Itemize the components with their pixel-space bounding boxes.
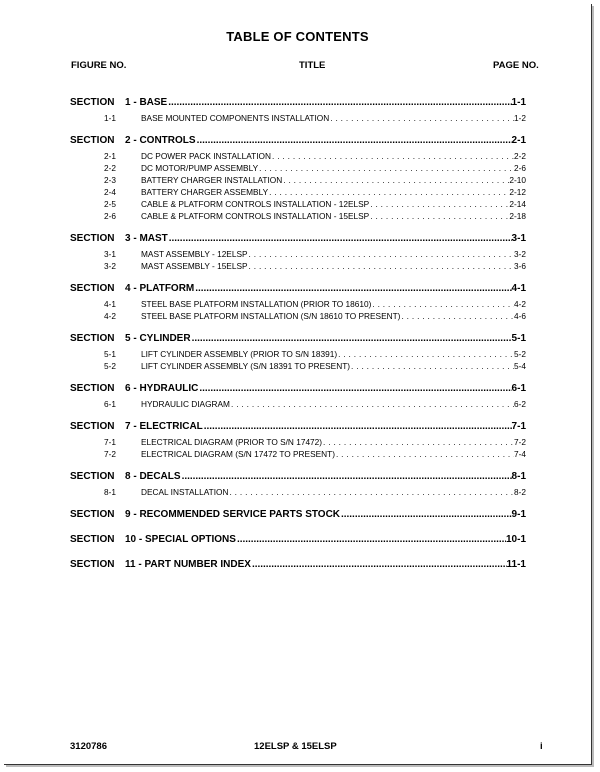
figure-number: 4-2 bbox=[104, 311, 116, 321]
figure-number: 2-6 bbox=[104, 211, 116, 221]
figure-no-column-header: FIGURE NO. bbox=[71, 60, 127, 71]
toc-figure-entry[interactable] bbox=[70, 309, 526, 321]
dot-leader bbox=[271, 151, 514, 161]
dot-leader bbox=[329, 113, 514, 123]
section-page-number: 3-1 bbox=[511, 233, 526, 244]
section-prefix: SECTION bbox=[70, 283, 115, 294]
toc-figure-entry[interactable] bbox=[70, 161, 526, 173]
dot-leader bbox=[196, 135, 512, 146]
dot-leader bbox=[322, 437, 514, 447]
dot-leader bbox=[167, 97, 511, 108]
toc-figure-entry[interactable] bbox=[70, 149, 526, 161]
toc-section-entry[interactable] bbox=[70, 381, 526, 394]
section-prefix: SECTION bbox=[70, 333, 115, 344]
dot-leader bbox=[369, 199, 509, 209]
section-title: 3 - MAST bbox=[125, 233, 168, 244]
section-title: 11 - PART NUMBER INDEX bbox=[125, 559, 251, 570]
figure-page-number: 3-6 bbox=[514, 261, 526, 271]
figure-page-number: 5-4 bbox=[514, 361, 526, 371]
figure-page-number: 2-2 bbox=[514, 151, 526, 161]
dot-leader bbox=[236, 534, 506, 545]
page-title: TABLE OF CONTENTS bbox=[226, 29, 369, 44]
page-no-column-header: PAGE NO. bbox=[493, 60, 539, 71]
dot-leader bbox=[350, 361, 514, 371]
section-prefix: SECTION bbox=[70, 97, 115, 108]
figure-page-number: 2-14 bbox=[509, 199, 526, 209]
figure-page-number: 2-12 bbox=[509, 187, 526, 197]
figure-title: BATTERY CHARGER ASSEMBLY bbox=[141, 187, 269, 197]
dot-leader bbox=[194, 283, 511, 294]
dot-leader bbox=[400, 311, 514, 321]
section-title: 1 - BASE bbox=[125, 97, 168, 108]
section-prefix: SECTION bbox=[70, 383, 115, 394]
dot-leader bbox=[251, 559, 507, 570]
figure-number: 8-1 bbox=[104, 487, 116, 497]
dot-leader bbox=[248, 261, 514, 271]
section-title: 9 - RECOMMENDED SERVICE PARTS STOCK bbox=[125, 509, 341, 520]
toc-section-entry[interactable] bbox=[70, 507, 526, 520]
toc-section-entry[interactable] bbox=[70, 281, 526, 294]
figure-page-number: 7-2 bbox=[514, 437, 526, 447]
section-title: 4 - PLATFORM bbox=[125, 283, 195, 294]
toc-figure-entry[interactable] bbox=[70, 247, 526, 259]
dot-leader bbox=[203, 421, 512, 432]
dot-leader bbox=[335, 449, 514, 459]
dot-leader bbox=[168, 233, 512, 244]
title-column-header: TITLE bbox=[299, 60, 326, 71]
toc-section-entry[interactable] bbox=[70, 331, 526, 344]
figure-title: MAST ASSEMBLY - 15ELSP bbox=[141, 261, 248, 271]
section-page-number: 8-1 bbox=[511, 471, 526, 482]
dot-leader bbox=[340, 509, 512, 520]
dot-leader bbox=[337, 349, 514, 359]
figure-page-number: 3-2 bbox=[514, 249, 526, 259]
toc-figure-entry[interactable] bbox=[70, 209, 526, 221]
dot-leader bbox=[230, 399, 514, 409]
dot-leader bbox=[258, 163, 514, 173]
section-page-number: 6-1 bbox=[511, 383, 526, 394]
toc-figure-entry[interactable] bbox=[70, 447, 526, 459]
toc-section-entry[interactable] bbox=[70, 95, 526, 108]
toc-figure-entry[interactable] bbox=[70, 359, 526, 371]
figure-number: 6-1 bbox=[104, 399, 116, 409]
figure-number: 7-2 bbox=[104, 449, 116, 459]
figure-title: BASE MOUNTED COMPONENTS INSTALLATION bbox=[141, 113, 330, 123]
figure-page-number: 2-18 bbox=[509, 211, 526, 221]
toc-figure-entry[interactable] bbox=[70, 397, 526, 409]
table-of-contents bbox=[70, 95, 526, 570]
toc-section-entry[interactable] bbox=[70, 419, 526, 432]
figure-number: 2-2 bbox=[104, 163, 116, 173]
toc-section-entry[interactable] bbox=[70, 133, 526, 146]
figure-title: DC POWER PACK INSTALLATION bbox=[141, 151, 272, 161]
toc-figure-entry[interactable] bbox=[70, 435, 526, 447]
figure-number: 2-5 bbox=[104, 199, 116, 209]
figure-title: CABLE & PLATFORM CONTROLS INSTALLATION - 15ELSP bbox=[141, 211, 370, 221]
figure-title: HYDRAULIC DIAGRAM bbox=[141, 399, 230, 409]
toc-section-entry[interactable] bbox=[70, 231, 526, 244]
figure-number: 7-1 bbox=[104, 437, 116, 447]
footer-page-number: i bbox=[540, 741, 543, 752]
figure-page-number: 1-2 bbox=[514, 113, 526, 123]
dot-leader bbox=[228, 487, 514, 497]
figure-title: LIFT CYLINDER ASSEMBLY (S/N 18391 TO PRESENT) bbox=[141, 361, 351, 371]
dot-leader bbox=[369, 211, 509, 221]
figure-title: STEEL BASE PLATFORM INSTALLATION (PRIOR TO 18610) bbox=[141, 299, 372, 309]
figure-title: ELECTRICAL DIAGRAM (S/N 17472 TO PRESENT) bbox=[141, 449, 335, 459]
section-title: 7 - ELECTRICAL bbox=[125, 421, 203, 432]
section-prefix: SECTION bbox=[70, 559, 115, 570]
toc-figure-entry[interactable] bbox=[70, 297, 526, 309]
dot-leader bbox=[371, 299, 514, 309]
figure-number: 5-2 bbox=[104, 361, 116, 371]
section-prefix: SECTION bbox=[70, 233, 115, 244]
figure-page-number: 2-6 bbox=[514, 163, 526, 173]
figure-title: ELECTRICAL DIAGRAM (PRIOR TO S/N 17472) bbox=[141, 437, 323, 447]
section-prefix: SECTION bbox=[70, 471, 115, 482]
figure-number: 5-1 bbox=[104, 349, 116, 359]
section-title: 2 - CONTROLS bbox=[125, 135, 196, 146]
figure-title: BATTERY CHARGER INSTALLATION bbox=[141, 175, 283, 185]
section-prefix: SECTION bbox=[70, 421, 115, 432]
toc-figure-entry[interactable] bbox=[70, 173, 526, 185]
figure-number: 4-1 bbox=[104, 299, 116, 309]
section-page-number: 1-1 bbox=[511, 97, 526, 108]
figure-title: MAST ASSEMBLY - 12ELSP bbox=[141, 249, 248, 259]
dot-leader bbox=[268, 187, 509, 197]
toc-section-entry[interactable] bbox=[70, 469, 526, 482]
toc-section-entry[interactable] bbox=[70, 532, 526, 545]
section-page-number: 5-1 bbox=[511, 333, 526, 344]
figure-number: 3-2 bbox=[104, 261, 116, 271]
figure-title: DECAL INSTALLATION bbox=[141, 487, 229, 497]
figure-title: LIFT CYLINDER ASSEMBLY (PRIOR TO S/N 18391) bbox=[141, 349, 338, 359]
figure-number: 2-3 bbox=[104, 175, 116, 185]
section-page-number: 10-1 bbox=[505, 534, 526, 545]
section-title: 10 - SPECIAL OPTIONS bbox=[125, 534, 236, 545]
figure-page-number: 4-2 bbox=[514, 299, 526, 309]
toc-section-entry[interactable] bbox=[70, 557, 526, 570]
figure-title: DC MOTOR/PUMP ASSEMBLY bbox=[141, 163, 259, 173]
section-page-number: 2-1 bbox=[511, 135, 526, 146]
toc-figure-entry[interactable] bbox=[70, 197, 526, 209]
figure-page-number: 8-2 bbox=[514, 487, 526, 497]
toc-figure-entry[interactable] bbox=[70, 185, 526, 197]
figure-number: 3-1 bbox=[104, 249, 116, 259]
figure-number: 2-1 bbox=[104, 151, 116, 161]
figure-page-number: 4-6 bbox=[514, 311, 526, 321]
figure-page-number: 7-4 bbox=[514, 449, 526, 459]
section-prefix: SECTION bbox=[70, 534, 115, 545]
footer-models: 12ELSP & 15ELSP bbox=[254, 741, 337, 752]
dot-leader bbox=[181, 471, 512, 482]
figure-page-number: 6-2 bbox=[514, 399, 526, 409]
dot-leader bbox=[282, 175, 509, 185]
section-title: 8 - DECALS bbox=[125, 471, 181, 482]
figure-title: CABLE & PLATFORM CONTROLS INSTALLATION - 12ELSP bbox=[141, 199, 370, 209]
footer-doc-number: 3120786 bbox=[70, 741, 107, 752]
section-page-number: 4-1 bbox=[511, 283, 526, 294]
toc-figure-entry[interactable] bbox=[70, 347, 526, 359]
section-prefix: SECTION bbox=[70, 135, 115, 146]
figure-number: 2-4 bbox=[104, 187, 116, 197]
section-prefix: SECTION bbox=[70, 509, 115, 520]
section-page-number: 9-1 bbox=[511, 509, 526, 520]
section-page-number: 11-1 bbox=[506, 559, 526, 570]
toc-figure-entry[interactable] bbox=[70, 485, 526, 497]
section-page-number: 7-1 bbox=[511, 421, 526, 432]
toc-figure-entry[interactable] bbox=[70, 111, 526, 123]
figure-page-number: 5-2 bbox=[514, 349, 526, 359]
dot-leader bbox=[191, 333, 512, 344]
section-title: 6 - HYDRAULIC bbox=[125, 383, 199, 394]
toc-figure-entry[interactable] bbox=[70, 259, 526, 271]
dot-leader bbox=[198, 383, 511, 394]
dot-leader bbox=[248, 249, 514, 259]
figure-title: STEEL BASE PLATFORM INSTALLATION (S/N 18610 TO PRESENT) bbox=[141, 311, 401, 321]
figure-page-number: 2-10 bbox=[509, 175, 526, 185]
section-title: 5 - CYLINDER bbox=[125, 333, 191, 344]
figure-number: 1-1 bbox=[104, 113, 116, 123]
